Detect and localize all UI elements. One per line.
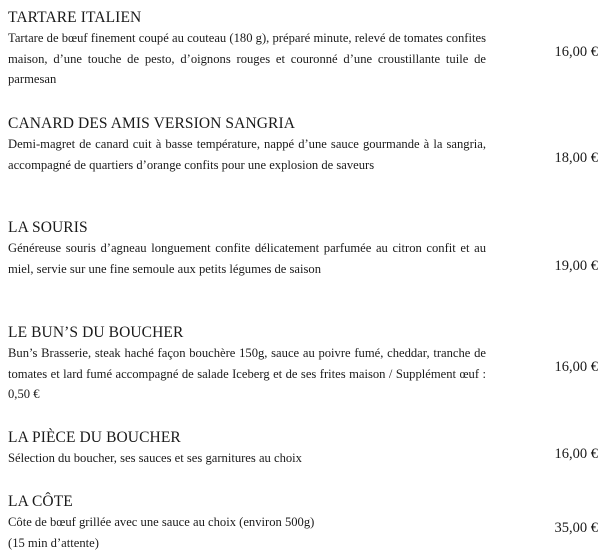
menu-item-description: Demi-magret de canard cuit à basse température, nappé d’une sauce gourmande à la sangria, accompagné de quartiers d’orange confits pour une explosion de saveurs <box>8 137 486 172</box>
menu-item-la-souris <box>8 218 606 279</box>
menu-item-price: 16,00 € <box>554 44 598 60</box>
menu-item-description: Bun’s Brasserie, steak haché façon bouchère 150g, sauce au poivre fumé, cheddar, tranche de tomates et lard fumé accompagné de salade Iceberg et de ses frites maison / Supplément œuf : 0,50 € <box>8 346 486 401</box>
menu-item-tartare-italien <box>8 8 606 90</box>
menu-item-title: LE BUN’S DU BOUCHER <box>8 324 184 341</box>
menu-item-note: (15 min d’attente) <box>8 535 99 550</box>
menu-item-price: 16,00 € <box>554 359 598 375</box>
menu-item-price: 35,00 € <box>554 520 598 536</box>
menu-item-la-cote <box>8 492 606 553</box>
menu-item-price: 18,00 € <box>554 150 598 166</box>
menu-item-price: 19,00 € <box>554 258 598 274</box>
menu-item-description: Côte de bœuf grillée avec une sauce au choix (environ 500g) <box>8 515 315 529</box>
menu-item-price: 16,00 € <box>554 446 598 462</box>
menu-item-description: Généreuse souris d’agneau longuement confite délicatement parfumée au citron confit et au miel, servie sur une fine semoule aux petits légumes de saison <box>8 241 486 276</box>
menu-item-canard <box>8 114 606 175</box>
menu-item-title: LA CÔTE <box>8 493 73 510</box>
menu-item-title: LA SOURIS <box>8 219 88 236</box>
menu-item-buns-du-boucher <box>8 323 606 405</box>
menu-item-description: Sélection du boucher, ses sauces et ses garnitures au choix <box>8 451 302 465</box>
menu-item-description: Tartare de bœuf finement coupé au couteau (180 g), préparé minute, relevé de tomates confites maison, d’une touche de pesto, d’oignons rouges et couronné d’une croustillante tuile de parmesan <box>8 31 486 86</box>
menu-item-title: TARTARE ITALIEN <box>8 9 142 26</box>
menu-item-title: LA PIÈCE DU BOUCHER <box>8 429 181 446</box>
menu-item-title: CANARD DES AMIS VERSION SANGRIA <box>8 115 296 132</box>
menu-item-piece-du-boucher <box>8 428 606 469</box>
